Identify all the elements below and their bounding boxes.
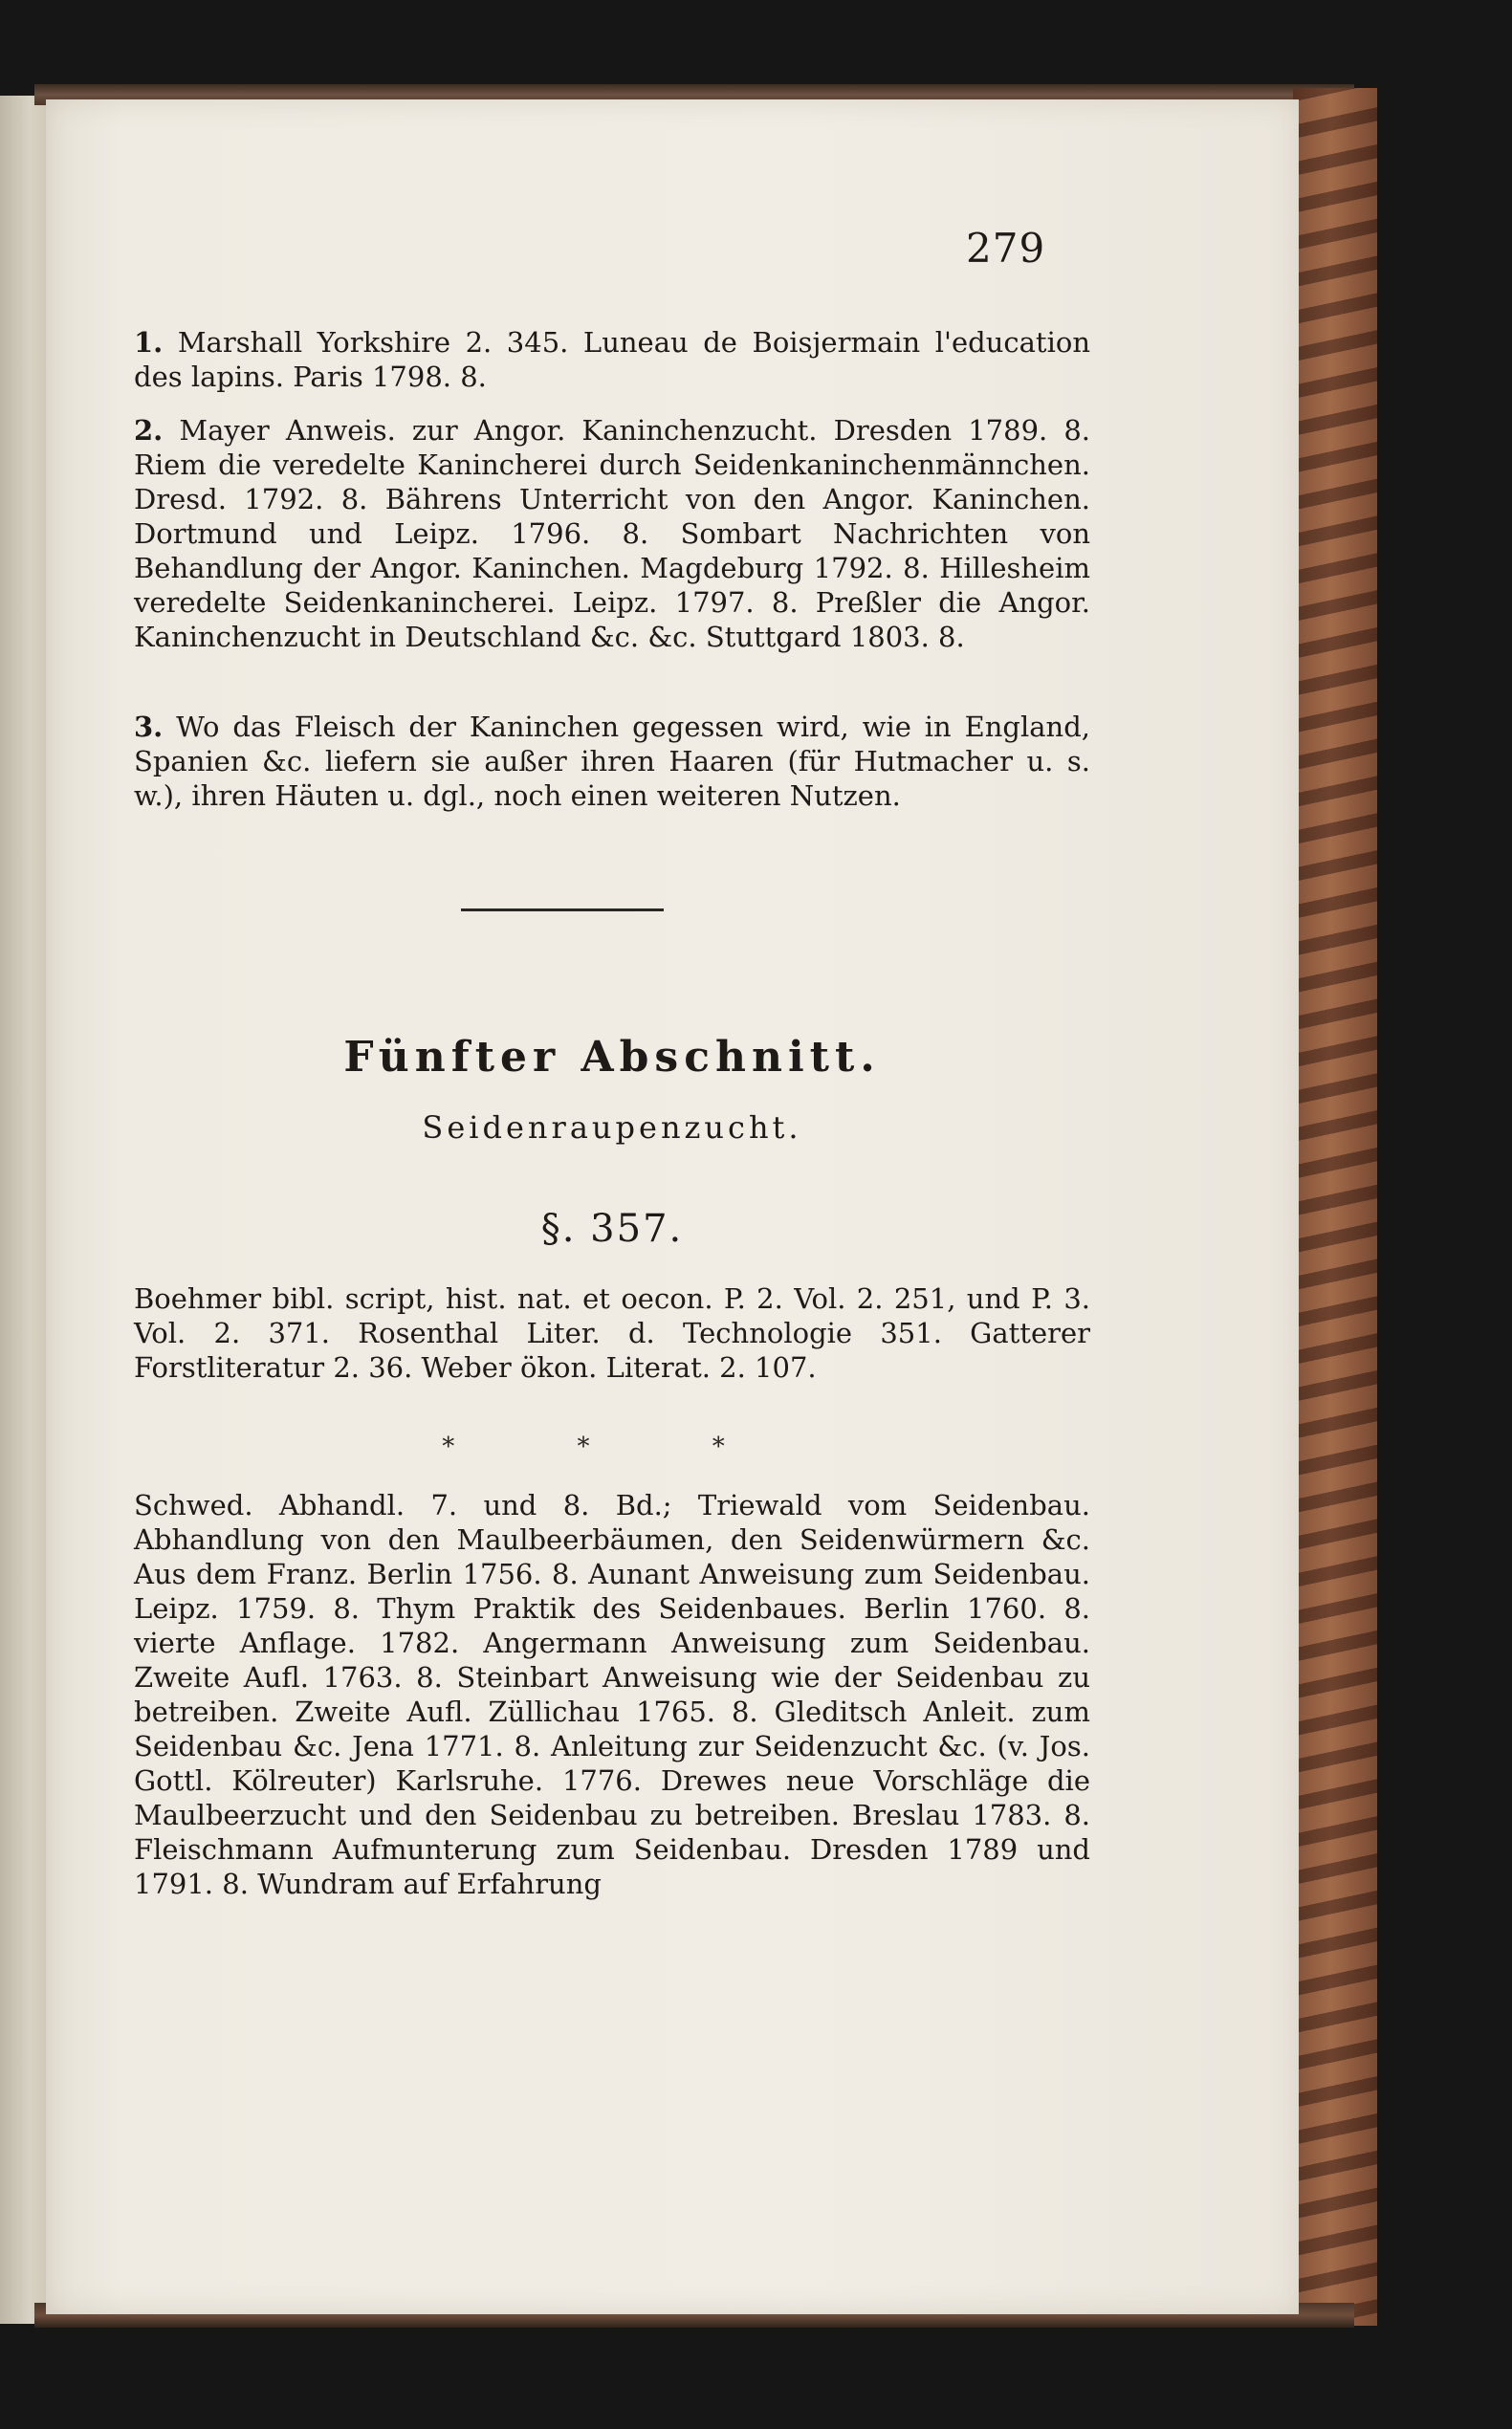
paragraph-2: Schwed. Abhandl. 7. und 8. Bd.; Triewald vom Seidenbau. Abhandlung von den Maulbeerbäumen, den Seidenwürmern &c. Aus dem Franz. Berlin 1756. 8. Aunant Anweisung zum Seidenbau. Leipz. 1759. 8. Thym Praktik des Seidenbaues. Berlin 1760. 8. vierte Anflage. 1782. Angermann Anweisung zum Seidenbau. Zweite Aufl. 1763. 8. Steinbart Anweisung wie der Seidenbau zu betreiben. Zweite Aufl. Züllichau 1765. 8. Gleditsch Anleit. zum Seidenbau &c. Jena 1771. 8. Anleitung zur Seidenzucht &c. (v. Jos. Gottl. Kölreuter) Karlsruhe. 1776. Drewes neue Vorschläge die Maulbeerzucht und den Seidenbau zu betreiben. Breslau 1783. 8. Fleischmann Aufmunterung zum Seidenbau. Dresden 1789 und 1791. 8. Wundram auf Erfahrung [134,1489,1090,1900]
section-subtitle: Seidenraupenzucht. [422,1109,802,1146]
paragraph-1: Boehmer bibl. script, hist. nat. et oecon. P. 2. Vol. 2. 251, und P. 3. Vol. 2. 371. Rosenthal Liter. d. Technologie 351. Gatterer Forstliteratur 2. 36. Weber ökon. Literat. 2. 107. [134,1282,1090,1384]
footnote-3 [134,710,1090,813]
page-number: 279 [966,225,1046,272]
footnote-text: Marshall Yorkshire 2. 345. Luneau de Boisjermain l'education des lapins. Paris 1798. 8. [134,326,1090,393]
section-title: Fünfter Abschnitt. [343,1033,881,1082]
footnote-number: 3. [134,711,164,743]
footnote-number: 1. [134,326,164,359]
left-page-edge [0,96,50,2324]
footnote-2 [134,413,1090,654]
footnote-number: 2. [134,414,164,447]
marbled-cover [1293,88,1377,2326]
section-divider-rule [461,908,664,911]
star-divider: * * * [442,1433,782,1461]
footnote-1 [134,325,1090,394]
paragraph-mark: §. 357. [540,1207,684,1251]
footnote-text: Wo das Fleisch der Kaninchen gegessen wird, wie in England, Spanien &c. liefern sie außer ihren Haaren (für Hutmacher u. s. w.), ihren Häuten u. dgl., noch einen weiteren Nutzen. [134,711,1091,812]
footnote-text: Mayer Anweis. zur Angor. Kaninchenzucht. Dresden 1789. 8. Riem die veredelte Kanincherei durch Seidenkaninchenmännchen. Dresd. 1792. 8. Bährens Unterricht von den Angor. Kaninchen. Dortmund und Leipz. 1796. 8. Sombart Nachrichten von Behandlung der Angor. Kaninchen. Magdeburg 1792. 8. Hillesheim veredelte Seidenkanincherei. Leipz. 1797. 8. Preßler die Angor. Kaninchenzucht in Deutschland &c. &c. Stuttgard 1803. 8. [134,414,1091,653]
